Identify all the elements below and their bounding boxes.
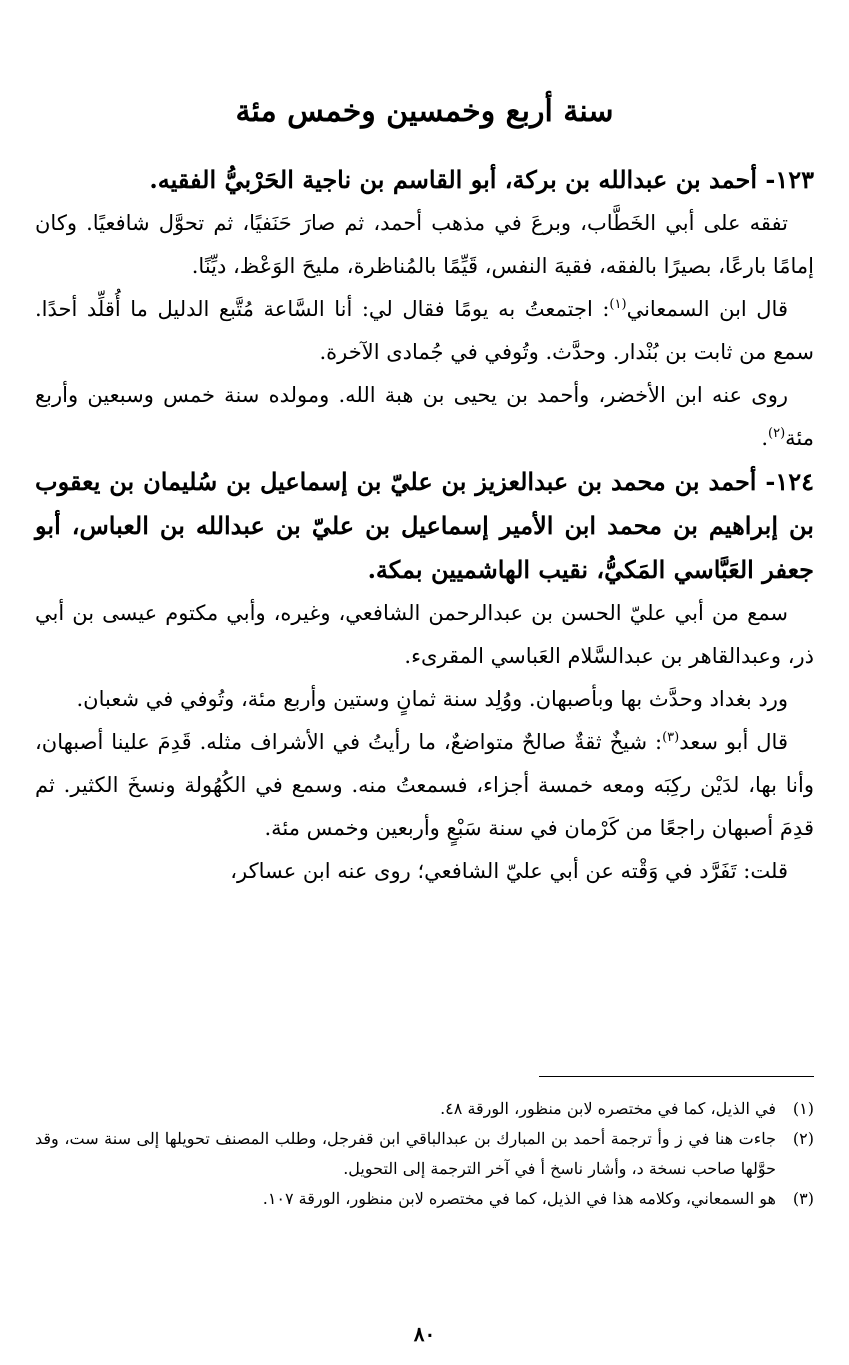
entry-124-para-1: سمع من أبي عليّ الحسن بن عبدالرحمن الشافعي، وغيره، وأبي مكتوم عيسى بن أبي ذر، وعبدالقاهر بن عبدالسَّلام العَباسي المقرىء. bbox=[35, 601, 814, 668]
footnote-text: في الذيل، كما في مختصره لابن منظور، الورقة ٤٨. bbox=[440, 1099, 776, 1118]
entry-124-para-3-end: : شيخٌ ثقةٌ صالحٌ متواضعٌ، ما رأيتُ في الأشراف مثله. قَدِمَ علينا أصبهان، وأنا بها، لدَيْن ركِبَه ومعه خمسة أجزاء، فسمعتُ منه. وسمع في الكُهُولة ونسخَ الكثير. ثم قدِمَ أصبهان راجعًا من كَرْمان في سنة سَبْعٍ وأربعين وخمس مئة. bbox=[35, 730, 814, 840]
entry-123-para-3 bbox=[35, 374, 814, 460]
entry-123-para-3-start: روى عنه ابن الأخضر، وأحمد بن يحيى بن هبة الله. ومولده سنة خمس وسبعين وأربع مئة bbox=[35, 383, 814, 450]
entry-123-para-2 bbox=[35, 288, 814, 374]
entry-123-para-3-end: . bbox=[761, 426, 768, 450]
footnotes bbox=[35, 1094, 814, 1214]
footnote-ref-3[interactable]: (٣) bbox=[662, 730, 680, 745]
footnote-3 bbox=[35, 1184, 814, 1214]
footnote-ref-1[interactable]: (١) bbox=[609, 297, 627, 312]
main-text bbox=[35, 158, 814, 893]
footnote-ref-2[interactable]: (٢) bbox=[768, 426, 786, 441]
footnote-text: هو السمعاني، وكلامه هذا في الذيل، كما في مختصره لابن منظور، الورقة ١٠٧. bbox=[262, 1189, 776, 1208]
page-number: ٨٠ bbox=[413, 1322, 436, 1346]
entry-123-para-2-start: قال ابن السمعاني bbox=[626, 297, 788, 321]
footnote-number: (٢) bbox=[792, 1129, 814, 1148]
entry-124-para-4: قلت: تَفَرَّد في وَقْته عن أبي عليّ الشافعي؛ روى عنه ابن عساكر، bbox=[230, 859, 788, 883]
entry-124-para-3 bbox=[35, 721, 814, 850]
footnote-number: (١) bbox=[792, 1099, 814, 1118]
footnote-text: جاءت هنا في ز وأ ترجمة أحمد بن المبارك بن عبدالباقي ابن قفرجل، وطلب المصنف تحويلها إلى سنة ست، وقد حوَّلها صاحب نسخة د، وأشار ناسخ أ في آخر الترجمة إلى التحويل. bbox=[35, 1129, 776, 1178]
entry-123-para-1: تفقه على أبي الخَطَّاب، وبرعَ في مذهب أحمد، ثم صارَ حَنَفيًا، ثم تحوَّل شافعيًا. وكان إمامًا بارعًا، بصيرًا بالفقه، فقيهَ النفس، قَيِّمًا بالمُناظرة، مليحَ الوَعْظ، ديِّنًا. bbox=[35, 211, 814, 278]
entry-124-heading: ١٢٤- أحمد بن محمد بن عبدالعزيز بن عليّ بن إسماعيل بن سُليمان بن يعقوب بن إبراهيم بن محمد ابن الأمير إسماعيل بن عليّ بن عبدالله بن العباس، أبو جعفر العَبَّاسي المَكيُّ، نقيب الهاشميين بمكة. bbox=[35, 467, 814, 584]
footnote-1 bbox=[35, 1094, 814, 1124]
footnote-2 bbox=[35, 1124, 814, 1184]
footnote-number: (٣) bbox=[792, 1189, 814, 1208]
entry-123-heading: ١٢٣- أحمد بن عبدالله بن بركة، أبو القاسم بن ناجية الحَرْبيُّ الفقيه. bbox=[149, 165, 814, 194]
entry-123-para-2-end: : اجتمعتُ به يومًا فقال لي: أنا السَّاعة مُتَّبع الدليل ما أُقلِّد أحدًا. سمع من ثابت بن بُنْدار. وحدَّث. وتُوفي في جُمادى الآخرة. bbox=[35, 297, 814, 364]
section-title: سنة أربع وخمسين وخمس مئة bbox=[235, 94, 614, 129]
entry-124-para-2: ورد بغداد وحدَّث بها وبأصبهان. ووُلِد سنة ثمانٍ وستين وأربع مئة، وتُوفي في شعبان. bbox=[76, 687, 788, 711]
footnote-divider bbox=[539, 1076, 814, 1077]
entry-124-para-3-start: قال أبو سعد bbox=[679, 730, 788, 754]
